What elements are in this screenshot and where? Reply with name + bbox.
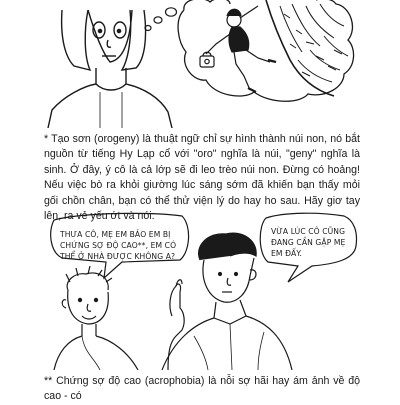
girl-illustration	[54, 266, 184, 370]
thought-bubble-dots	[145, 8, 177, 31]
thought-bubble	[178, 0, 354, 101]
comic-panel-teacher-daydream	[44, 0, 358, 128]
climber-girl-illustration	[200, 6, 276, 92]
speech-text-teacher: VỪA LÚC CÔ CŨNG ĐANG CẦN GẶP MẸ EM ĐẤY.	[271, 227, 346, 258]
cliff-rock-illustration	[266, 0, 348, 96]
footnote-paragraph-acrophobia: ** Chứng sợ độ cao (acrophobia) là nỗi sợ hãi hay ám ảnh về độ cao - có	[44, 375, 360, 403]
teacher-illustration	[48, 10, 172, 128]
footnote-paragraph-orogeny: * Tạo sơn (orogeny) là thuật ngữ chỉ sự hình thành núi non, nó bắt nguồn từ tiếng Hy Lạp cổ với "oro" nghĩa là núi, "geny" nghĩa là sinh. Ở đây, ý cô là cả lớp sẽ đi leo trèo núi non. Đừng có hoảng! Nếu việc bò ra khỏi giường lúc sáng sớm đã khiến bạn thấy mỏi gối chồn chân, bạn có thể thử viện lý do hay ho sau. Hãy giơ tay lên, ra vẻ yếu ớt và nói:	[44, 133, 360, 223]
speech-text-girl: THƯA CÔ, MẸ EM BẢO EM BỊ CHỨNG SỢ ĐỘ CAO**, EM CÓ THỂ Ở NHÀ ĐƯỢC KHÔNG Ạ?	[60, 230, 177, 261]
